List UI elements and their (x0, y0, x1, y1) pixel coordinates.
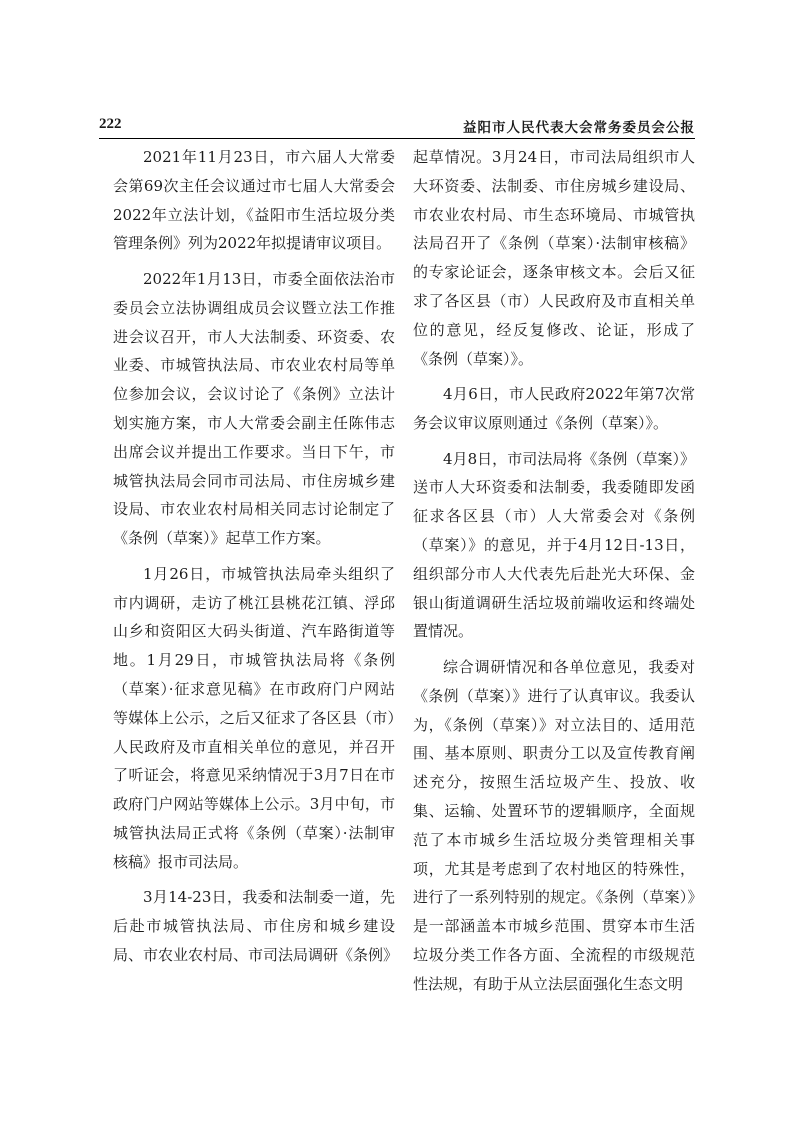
header-divider (99, 138, 695, 139)
left-column (113, 143, 399, 977)
paragraph-field-research: 1月26日，市城管执法局牵头组织了市内调研，走访了桃江县桃花江镇、浮邱山乡和资阳区大码头街道、汽车路街道等地。1月29日，市城管执法局将《条例（草案）·征求意见稿》在市政府门户网站等媒体上公示，之后又征求了各区县（市）人民政府及市直相关单位的意见，并召开了听证会，将意见采纳情况于3月7日在市政府门户网站等媒体上公示。3月中旬，市城管执法局正式将《条例（草案）·法制审核稿》报市司法局。 (113, 564, 395, 871)
page-number: 222 (99, 116, 122, 132)
page-header (99, 114, 695, 136)
paragraph-drafting-continued: 起草情况。3月24日，市司法局组织市人大环资委、法制委、市住房城乡建设局、市农业农村局、市生态环境局、市城管执法局召开了《条例（草案）·法制审核稿》的专家论证会，逐条审核文本。会后又征求了各区县（市）人民政府及市直相关单位的意见，经反复修改、论证，形成了《条例（草案）》。 (413, 148, 695, 368)
paragraph-coordination-meeting: 2022年1月13日，市委全面依法治市委员会立法协调组成员会议暨立法工作推进会议召开，市人大法制委、环资委、农业委、市城管执法局、市农业农村局等单位参加会议，会议讨论了《条例》立法计划实施方案，市人大常委会副主任陈伟志出席会议并提出工作要求。当日下午，市城管执法局会同市司法局、市住房城乡建设局、市农业农村局相关同志讨论制定了《条例（草案）》起草工作方案。 (113, 269, 395, 548)
paragraph-committee-research: 3月14-23日，我委和法制委一道，先后赴市城管执法局、市住房和城乡建设局、市农业农村局、市司法局调研《条例》 (113, 888, 399, 964)
paragraph-opinion-solicitation: 4月8日，市司法局将《条例（草案）》送市人大环资委和法制委，我委随即发函征求各区县（市）人大常委会对《条例（草案）》的意见，并于4月12日-13日，组织部分市人大代表先后赴光大环保、金银山街道调研生活垃圾前端收运和终端处置情况。 (413, 449, 695, 641)
paragraph-review-conclusion: 综合调研情况和各单位意见，我委对《条例（草案）》进行了认真审议。我委认为，《条例（草案）》对立法目的、适用范围、基本原则、职责分工以及宣传教育阐述充分，按照生活垃圾产生、投放、收集、运输、处置环节的逻辑顺序，全面规范了本市城乡生活垃圾分类管理相关事项，尤其是考虑到了农村地区的特殊性，进行了一系列特别的规定。《条例（草案）》是一部涵盖本市城乡范围、贯穿本市生活垃圾分类工作各方面、全流程的市级规范性法规，有助于从立法层面强化生态文明 (413, 657, 695, 993)
right-column (413, 143, 695, 1005)
paragraph-executive-meeting: 4月6日，市人民政府2022年第7次常务会议审议原则通过《条例（草案）》。 (413, 385, 695, 432)
journal-title: 益阳市人民代表大会常务委员会公报 (463, 120, 695, 136)
paragraph-legislative-plan: 2021年11月23日，市六届人大常委会第69次主任会议通过市七届人大常委会2022年立法计划，《益阳市生活垃圾分类管理条例》列为2022年拟提请审议项目。 (113, 148, 395, 253)
